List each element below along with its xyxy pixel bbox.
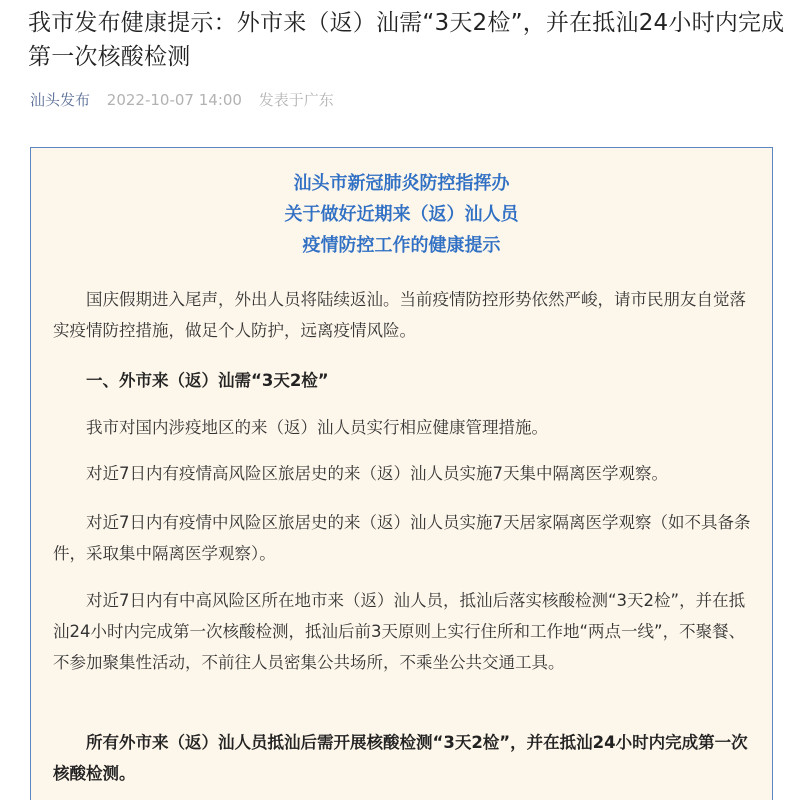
paragraph-medium-risk: 对近7日内有疫情中风险区旅居史的来（返）汕人员实施7天居家隔离医学观察（如不具备条件，采取集中隔离医学观察）。 <box>53 513 751 563</box>
notice-header-line-3: 疫情防控工作的健康提示 <box>302 235 501 256</box>
paragraph-city-risk: 对近7日内有中高风险区所在地市来（返）汕人员，抵汕后落实核酸检测“3天2检”，并在抵汕24小时内完成第一次核酸检测，抵汕后前3天原则上实行住所和工作地“两点一线”，不聚餐、不参加聚集性活动，不前往人员密集公共场所，不乘坐公共交通工具。 <box>53 591 746 672</box>
source-link[interactable]: 汕头发布 <box>30 91 91 109</box>
section-heading-1: 一、外市来（返）汕需“3天2检” <box>86 371 329 390</box>
paragraph-management: 我市对国内涉疫地区的来（返）汕人员实行相应健康管理措施。 <box>86 418 548 437</box>
publish-time: 2022-10-07 14:00 <box>106 91 242 109</box>
publish-location: 发表于广东 <box>258 91 334 109</box>
article-title: 我市发布健康提示：外市来（返）汕需“3天2检”，并在抵汕24小时内完成第一次核酸检测 <box>28 10 785 70</box>
notice-box <box>30 147 773 800</box>
intro-paragraph: 国庆假期进入尾声，外出人员将陆续返汕。当前疫情防控形势依然严峻，请市民朋友自觉落实疫情防控措施，做足个人防护，远离疫情风险。 <box>53 290 746 340</box>
article-meta <box>30 88 334 112</box>
paragraph-high-risk: 对近7日内有疫情高风险区旅居史的来（返）汕人员实施7天集中隔离医学观察。 <box>86 464 668 483</box>
paragraph-all-arrivals: 所有外市来（返）汕人员抵汕后需开展核酸检测“3天2检”，并在抵汕24小时内完成第一次核酸检测。 <box>53 733 748 783</box>
notice-header-line-2: 关于做好近期来（返）汕人员 <box>284 204 519 225</box>
notice-header <box>31 168 772 261</box>
notice-header-line-1: 汕头市新冠肺炎防控指挥办 <box>293 173 510 194</box>
